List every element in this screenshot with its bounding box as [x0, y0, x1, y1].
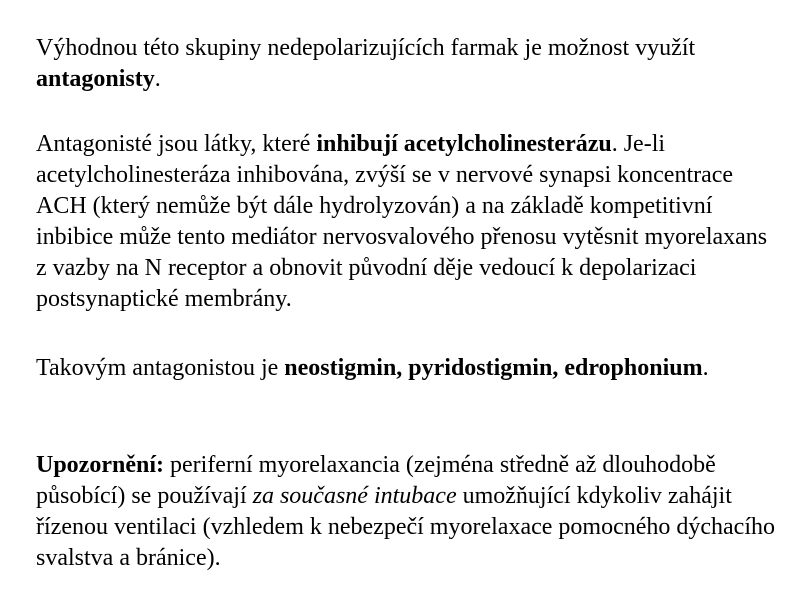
paragraph-antagonist-mechanism — [36, 129, 776, 315]
p2-text-rest: . Je-li acetylcholinesteráza inhibována, zvýší se v nervové synapsi koncentrace ACH (který nemůže být dále hydrolyzován) a na základě kompetitivní inbibice může tento mediátor nervosvalového přenosu vytěsnit myorelaxans z vazby na N receptor a obnovit původní děje vedoucí k depolarizaci postsynaptické membrány. — [36, 131, 768, 312]
p4-text-start: periferní myorelaxancia (zejména středně až dlouhodobě působící) se používají — [36, 452, 716, 509]
p3-bold-drugs: neostigmin, pyridostigmin, edrophonium — [284, 355, 703, 381]
p1-text: Výhodnou této skupiny nedepolarizujících farmak je možnost využít — [36, 35, 696, 61]
p2-text-start: Antagonisté jsou látky, které — [36, 131, 317, 157]
paragraph-warning — [36, 450, 776, 574]
p3-period: . — [702, 355, 709, 381]
p4-italic-intubation: za současné intubace — [252, 483, 457, 509]
p2-bold-inhibition: inhibují acetylcholinesterázu — [316, 131, 612, 157]
p4-bold-warning-label: Upozornění: — [36, 452, 164, 478]
p1-bold-antagonisty: antagonisty — [36, 66, 155, 92]
paragraph-antagonist-intro — [36, 33, 776, 95]
p1-period: . — [154, 66, 161, 92]
p4-text-rest: umožňující kdykoliv zahájit řízenou ventilaci (vzhledem k nebezpečí myorelaxace pomocného dýchacího svalstva a bránice). — [36, 483, 775, 571]
paragraph-antagonist-examples — [36, 353, 776, 384]
p3-text: Takovým antagonistou je — [36, 355, 285, 381]
